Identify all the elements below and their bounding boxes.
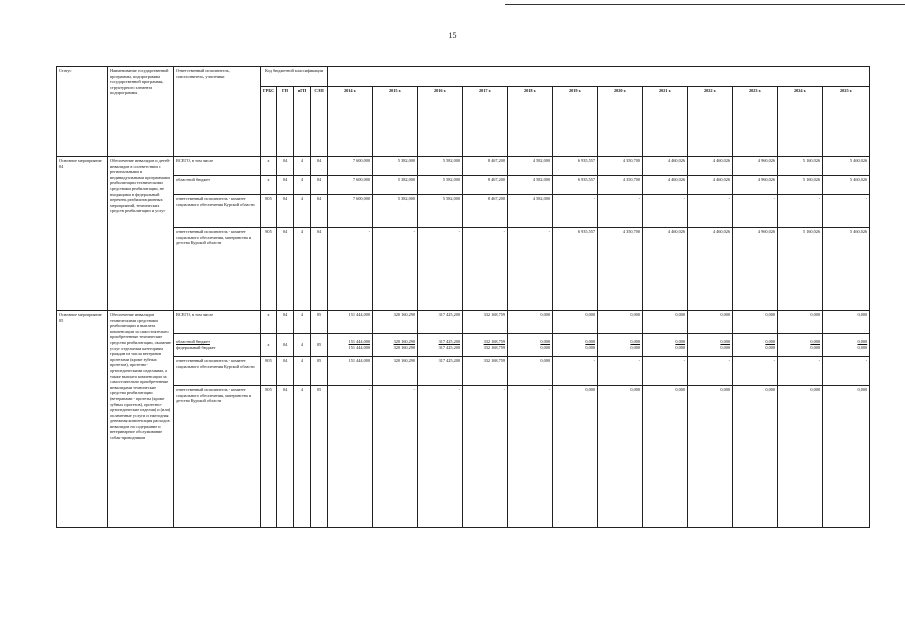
row-value xyxy=(463,334,508,357)
row-value: - xyxy=(553,357,598,386)
row-value: 151 444,000 xyxy=(328,311,373,334)
table-row xyxy=(57,386,870,528)
header-code-2: пГП xyxy=(294,87,311,157)
row-value-line: 0,000 xyxy=(765,339,776,345)
row-value: 0,000 xyxy=(643,386,688,528)
row-value xyxy=(328,334,373,357)
header-code-1: ГП xyxy=(277,87,294,157)
table-row xyxy=(57,195,870,228)
row-value: - xyxy=(553,195,598,228)
header-year-4: 2018 г. xyxy=(508,87,553,157)
row-value: - xyxy=(598,357,643,386)
page-number: 15 xyxy=(448,31,457,40)
row-value-line: 0,000 xyxy=(810,339,821,345)
header-year-8: 2022 г. xyxy=(688,87,733,157)
row-value-line: 320 160,290 xyxy=(393,345,416,350)
row-value: - xyxy=(508,228,553,311)
table-row xyxy=(57,311,870,334)
row-value: 5 460,026 xyxy=(823,157,870,176)
row-code-gp: 04 xyxy=(277,157,294,176)
row-value: 320 160,290 xyxy=(373,357,418,386)
row-value: 0,000 xyxy=(823,386,870,528)
row-value-line: 0,000 xyxy=(675,345,686,350)
row-value: 4 960,026 xyxy=(733,176,778,195)
table-row xyxy=(57,357,870,386)
row-code-gp: 04 xyxy=(277,357,294,386)
row-value xyxy=(598,334,643,357)
row-executor: ответственный исполнитель - комитет социального обеспечения Курской области xyxy=(174,195,261,228)
row-value: 0,000 xyxy=(823,311,870,334)
row-value-line: 320 160,290 xyxy=(393,339,416,345)
row-executor-line: областной бюджет xyxy=(176,339,210,345)
header-year-3: 2017 г. xyxy=(463,87,508,157)
row-value: 5 582,000 xyxy=(418,157,463,176)
row-value-line: 0,000 xyxy=(540,345,551,350)
row-value xyxy=(418,334,463,357)
row-value: 332 168,759 xyxy=(463,311,508,334)
row-value: 5 382,000 xyxy=(373,195,418,228)
row-value: 7 600,000 xyxy=(328,157,373,176)
header-year-5: 2019 г. xyxy=(553,87,598,157)
row-value: 332 168,759 xyxy=(463,357,508,386)
row-value: 5 460,026 xyxy=(823,228,870,311)
row-value: 151 444,000 xyxy=(328,357,373,386)
row-value xyxy=(733,334,778,357)
row-value: 0,000 xyxy=(778,386,823,528)
block-status: Основное мероприятие 04 xyxy=(57,157,108,311)
row-value: - xyxy=(328,386,373,528)
row-value: 0,000 xyxy=(643,311,688,334)
row-value: 8 467,200 xyxy=(463,176,508,195)
row-value-line: 0,000 xyxy=(720,345,731,350)
row-code-pgp: 4 xyxy=(294,176,311,195)
row-value: - xyxy=(733,357,778,386)
row-code-grbs: 805 xyxy=(261,386,277,528)
row-value-line: 0,000 xyxy=(857,345,868,350)
row-code-sep: 04 xyxy=(311,157,328,176)
row-code-gp: 04 xyxy=(277,176,294,195)
row-value xyxy=(508,334,553,357)
row-executor: ответственный исполнитель - комитет социального обеспечения, материнства и детства Курской области xyxy=(174,228,261,311)
row-value: 4 582,000 xyxy=(508,157,553,176)
row-executor: ВСЕГО, в том числе xyxy=(174,311,261,334)
row-code-pgp: 4 xyxy=(294,311,311,334)
row-value: 4 460,026 xyxy=(643,157,688,176)
row-value: 4 460,026 xyxy=(688,228,733,311)
row-value: 0,000 xyxy=(508,357,553,386)
row-value-line: 0,000 xyxy=(720,339,731,345)
table-row xyxy=(57,228,870,311)
header-year-9: 2023 г. xyxy=(733,87,778,157)
row-value xyxy=(643,334,688,357)
row-value: 4 960,026 xyxy=(733,157,778,176)
row-code-grbs: х xyxy=(261,334,277,357)
row-value: 0,000 xyxy=(733,311,778,334)
row-code-sep: 05 xyxy=(311,334,328,357)
row-value xyxy=(373,334,418,357)
row-code-grbs: х xyxy=(261,176,277,195)
row-value: 4 582,000 xyxy=(508,176,553,195)
row-value: 6 935,557 xyxy=(553,228,598,311)
row-executor xyxy=(174,334,261,357)
row-value: 4 960,026 xyxy=(733,228,778,311)
row-value-line: 0,000 xyxy=(630,339,641,345)
row-code-grbs: 805 xyxy=(261,195,277,228)
row-value: 0,000 xyxy=(778,311,823,334)
row-value-line: 0,000 xyxy=(857,339,868,345)
row-value: - xyxy=(463,386,508,528)
header-code-3: СЭП xyxy=(311,87,328,157)
row-value: - xyxy=(418,228,463,311)
header-year-1: 2015 г. xyxy=(373,87,418,157)
row-value xyxy=(688,334,733,357)
row-value: - xyxy=(598,195,643,228)
row-value: - xyxy=(418,386,463,528)
row-value: - xyxy=(328,228,373,311)
header-status: Статус xyxy=(57,67,108,157)
row-value: 317 425,200 xyxy=(418,357,463,386)
row-value: 317 425,200 xyxy=(418,311,463,334)
row-code-sep: 05 xyxy=(311,311,328,334)
row-value: - xyxy=(688,357,733,386)
row-code-sep: 05 xyxy=(311,386,328,528)
header-year-7: 2021 г. xyxy=(643,87,688,157)
row-code-grbs: х xyxy=(261,311,277,334)
row-value: 5 460,026 xyxy=(823,176,870,195)
row-executor: ВСЕГО, в том числе xyxy=(174,157,261,176)
row-value: 0,000 xyxy=(688,386,733,528)
row-value-line: 151 444,000 xyxy=(348,339,371,345)
row-value: 4 350,700 xyxy=(598,176,643,195)
row-value: 4 582,000 xyxy=(508,195,553,228)
row-value-line: 0,000 xyxy=(675,339,686,345)
row-code-sep: 04 xyxy=(311,195,328,228)
header-code-group: Код бюджетной классификации xyxy=(261,67,328,87)
row-value: 0,000 xyxy=(598,311,643,334)
row-value xyxy=(553,334,598,357)
row-code-pgp: 4 xyxy=(294,157,311,176)
row-value-line: 0,000 xyxy=(765,345,776,350)
row-executor: ответственный исполнитель - комитет социального обеспечения, материнства и детства Курской области xyxy=(174,386,261,528)
header-year-10: 2024 г. xyxy=(778,87,823,157)
row-code-grbs: 805 xyxy=(261,228,277,311)
header-year-2: 2016 г. xyxy=(418,87,463,157)
row-value: 8 467,200 xyxy=(463,157,508,176)
row-code-grbs: х xyxy=(261,157,277,176)
header-years-spacer xyxy=(328,67,870,87)
budget-table xyxy=(56,66,870,528)
row-value: - xyxy=(733,195,778,228)
row-value: 0,000 xyxy=(598,386,643,528)
row-code-pgp: 4 xyxy=(294,386,311,528)
top-rule xyxy=(505,4,905,5)
row-code-gp: 04 xyxy=(277,195,294,228)
row-value: 5 160,026 xyxy=(778,228,823,311)
row-value: 6 935,557 xyxy=(553,176,598,195)
header-code-0: ГРБС xyxy=(261,87,277,157)
block-status: Основное мероприятие 05 xyxy=(57,311,108,528)
block-name: Обеспечение инвалидов техническими средствами реабилитации и выплата компенсации за самостоятельно приобретенные технические средства реабилитации, оказание услуг отдельным категориям граждан из числа ветеранов протезами (кроме зубных протезов), протезно-ортопедическими изделиями, а также выплата компенсации за самостоятельно приобретенные инвалидами технические средства реабилитации (ветеранами - протезы (кроме зубных протезов), протезно-ортопедические изделия) и (или) оплаченные услуги и ежегодная денежная компенсация расходов инвалидов на содержание и ветеринарное обслуживание собак-проводников xyxy=(108,311,174,528)
row-code-gp: 04 xyxy=(277,228,294,311)
row-value: 4 350,700 xyxy=(598,228,643,311)
row-value: - xyxy=(643,357,688,386)
row-value-line: 0,000 xyxy=(585,339,596,345)
header-name: Наименование государственной программы, подпрограммы государственной программы, структурного элемента подпрограммы xyxy=(108,67,174,157)
row-value-line: 0,000 xyxy=(585,345,596,350)
header-year-0: 2014 г. xyxy=(328,87,373,157)
row-code-sep: 04 xyxy=(311,228,328,311)
row-code-gp: 04 xyxy=(277,311,294,334)
row-code-pgp: 4 xyxy=(294,334,311,357)
header-year-11: 2025 г. xyxy=(823,87,870,157)
row-value: - xyxy=(778,357,823,386)
row-value: 0,000 xyxy=(553,311,598,334)
table-row xyxy=(57,334,870,357)
table-row xyxy=(57,176,870,195)
row-value-line: 332 168,759 xyxy=(483,345,506,350)
header-row-1 xyxy=(57,67,870,87)
row-value-line: 317 425,200 xyxy=(438,345,461,350)
row-value: 5 582,000 xyxy=(418,195,463,228)
row-value: 8 467,200 xyxy=(463,195,508,228)
row-code-gp: 04 xyxy=(277,334,294,357)
row-value-line: 332 168,759 xyxy=(483,339,506,345)
row-value: 7 600,000 xyxy=(328,176,373,195)
row-executor: областной бюджет xyxy=(174,176,261,195)
row-code-sep: 05 xyxy=(311,357,328,386)
row-value: 6 935,557 xyxy=(553,157,598,176)
row-value: - xyxy=(778,195,823,228)
row-value: 5 382,000 xyxy=(373,157,418,176)
row-code-gp: 04 xyxy=(277,386,294,528)
row-value: - xyxy=(373,228,418,311)
row-value: - xyxy=(688,195,733,228)
row-value-line: 151 444,000 xyxy=(348,345,371,350)
row-value: 4 350,700 xyxy=(598,157,643,176)
row-value xyxy=(778,334,823,357)
header-year-6: 2020 г. xyxy=(598,87,643,157)
row-value-line: 0,000 xyxy=(810,345,821,350)
row-value: - xyxy=(508,386,553,528)
block-name: Обеспечение инвалидов и детей-инвалидов в соответствии с региональными и индивидуальными программами реабилитации техническими средствами реабилитации, не входящими в федеральный перечень реабилитационных мероприятий, технических средств реабилитации и услуг xyxy=(108,157,174,311)
row-value: - xyxy=(463,228,508,311)
row-code-pgp: 4 xyxy=(294,228,311,311)
row-code-pgp: 4 xyxy=(294,195,311,228)
row-value xyxy=(823,334,870,357)
row-value: 0,000 xyxy=(733,386,778,528)
table-row xyxy=(57,157,870,176)
row-value: - xyxy=(643,195,688,228)
row-value: 0,000 xyxy=(688,311,733,334)
row-value-line: 0,000 xyxy=(630,345,641,350)
row-executor: ответственный исполнитель - комитет социального обеспечения Курской области xyxy=(174,357,261,386)
row-value: 7 600,000 xyxy=(328,195,373,228)
row-code-sep: 04 xyxy=(311,176,328,195)
row-value: 5 582,000 xyxy=(418,176,463,195)
row-code-pgp: 4 xyxy=(294,357,311,386)
row-value: 0,000 xyxy=(508,311,553,334)
row-value-line: 0,000 xyxy=(540,339,551,345)
row-executor-line: федеральный бюджет xyxy=(176,345,216,350)
row-value: 5 160,026 xyxy=(778,157,823,176)
row-value: - xyxy=(823,357,870,386)
row-value: 4 460,026 xyxy=(643,176,688,195)
row-value-line: 317 425,200 xyxy=(438,339,461,345)
row-value: 4 460,026 xyxy=(643,228,688,311)
row-value: 5 382,000 xyxy=(373,176,418,195)
row-value: 4 460,026 xyxy=(688,176,733,195)
header-executor: Ответственный исполнитель, соисполнитель, участники xyxy=(174,67,261,157)
row-value: 320 160,290 xyxy=(373,311,418,334)
row-value: - xyxy=(823,195,870,228)
row-value: 4 460,026 xyxy=(688,157,733,176)
row-value: - xyxy=(373,386,418,528)
row-code-grbs: 805 xyxy=(261,357,277,386)
row-value: 5 160,026 xyxy=(778,176,823,195)
row-value: 0,000 xyxy=(553,386,598,528)
